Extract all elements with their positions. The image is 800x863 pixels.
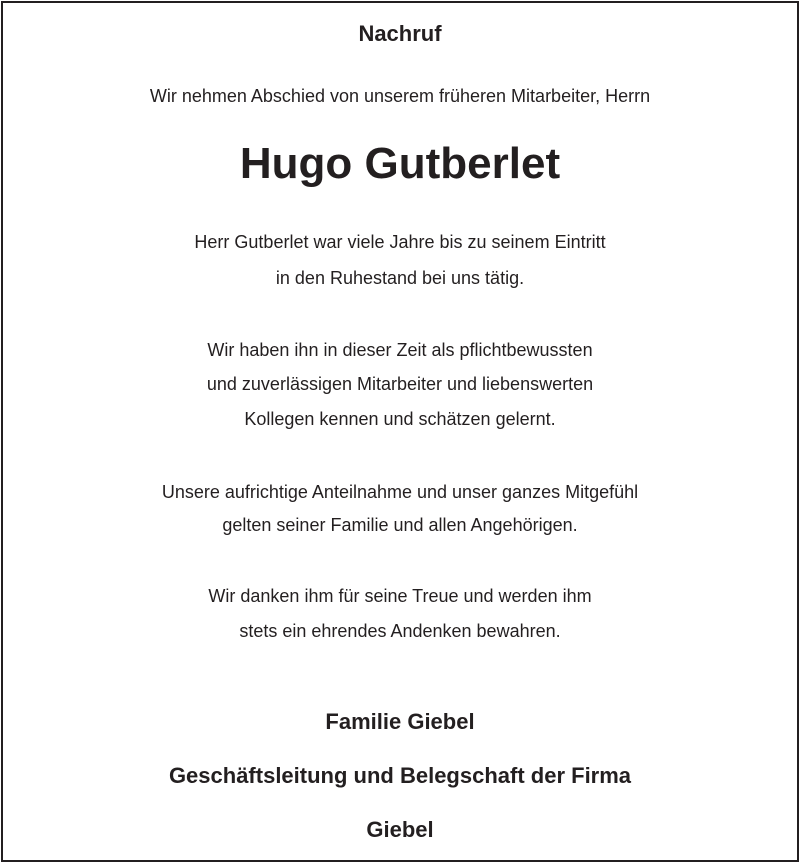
paragraph-2-line-2: und zuverlässigen Mitarbeiter und liebenswerten [206,374,594,394]
paragraph-2-line-3: Kollegen kennen und schätzen gelernt. [244,409,556,429]
paragraph-4-line-1: Wir danken ihm für seine Treue und werden ihm [208,586,592,606]
paragraph-3-line-2: gelten seiner Familie und allen Angehörigen. [222,515,578,535]
paragraph-2-line-1: Wir haben ihn in dieser Zeit als pflichtbewussten [207,340,593,360]
signature-company-line: Geschäftsleitung und Belegschaft der Firma [168,763,632,788]
obituary-heading: Nachruf [358,21,442,46]
intro-line: Wir nehmen Abschied von unserem früheren Mitarbeiter, Herrn [149,86,651,106]
paragraph-1-line-1: Herr Gutberlet war viele Jahre bis zu seinem Eintritt [194,232,606,252]
signature-company-name: Giebel [366,817,434,842]
paragraph-3-line-1: Unsere aufrichtige Anteilnahme und unser ganzes Mitgefühl [161,482,639,502]
paragraph-1-line-2: in den Ruhestand bei uns tätig. [275,268,525,288]
deceased-name: Hugo Gutberlet [239,139,561,188]
signature-family: Familie Giebel [325,709,475,734]
paragraph-4-line-2: stets ein ehrendes Andenken bewahren. [239,621,561,641]
